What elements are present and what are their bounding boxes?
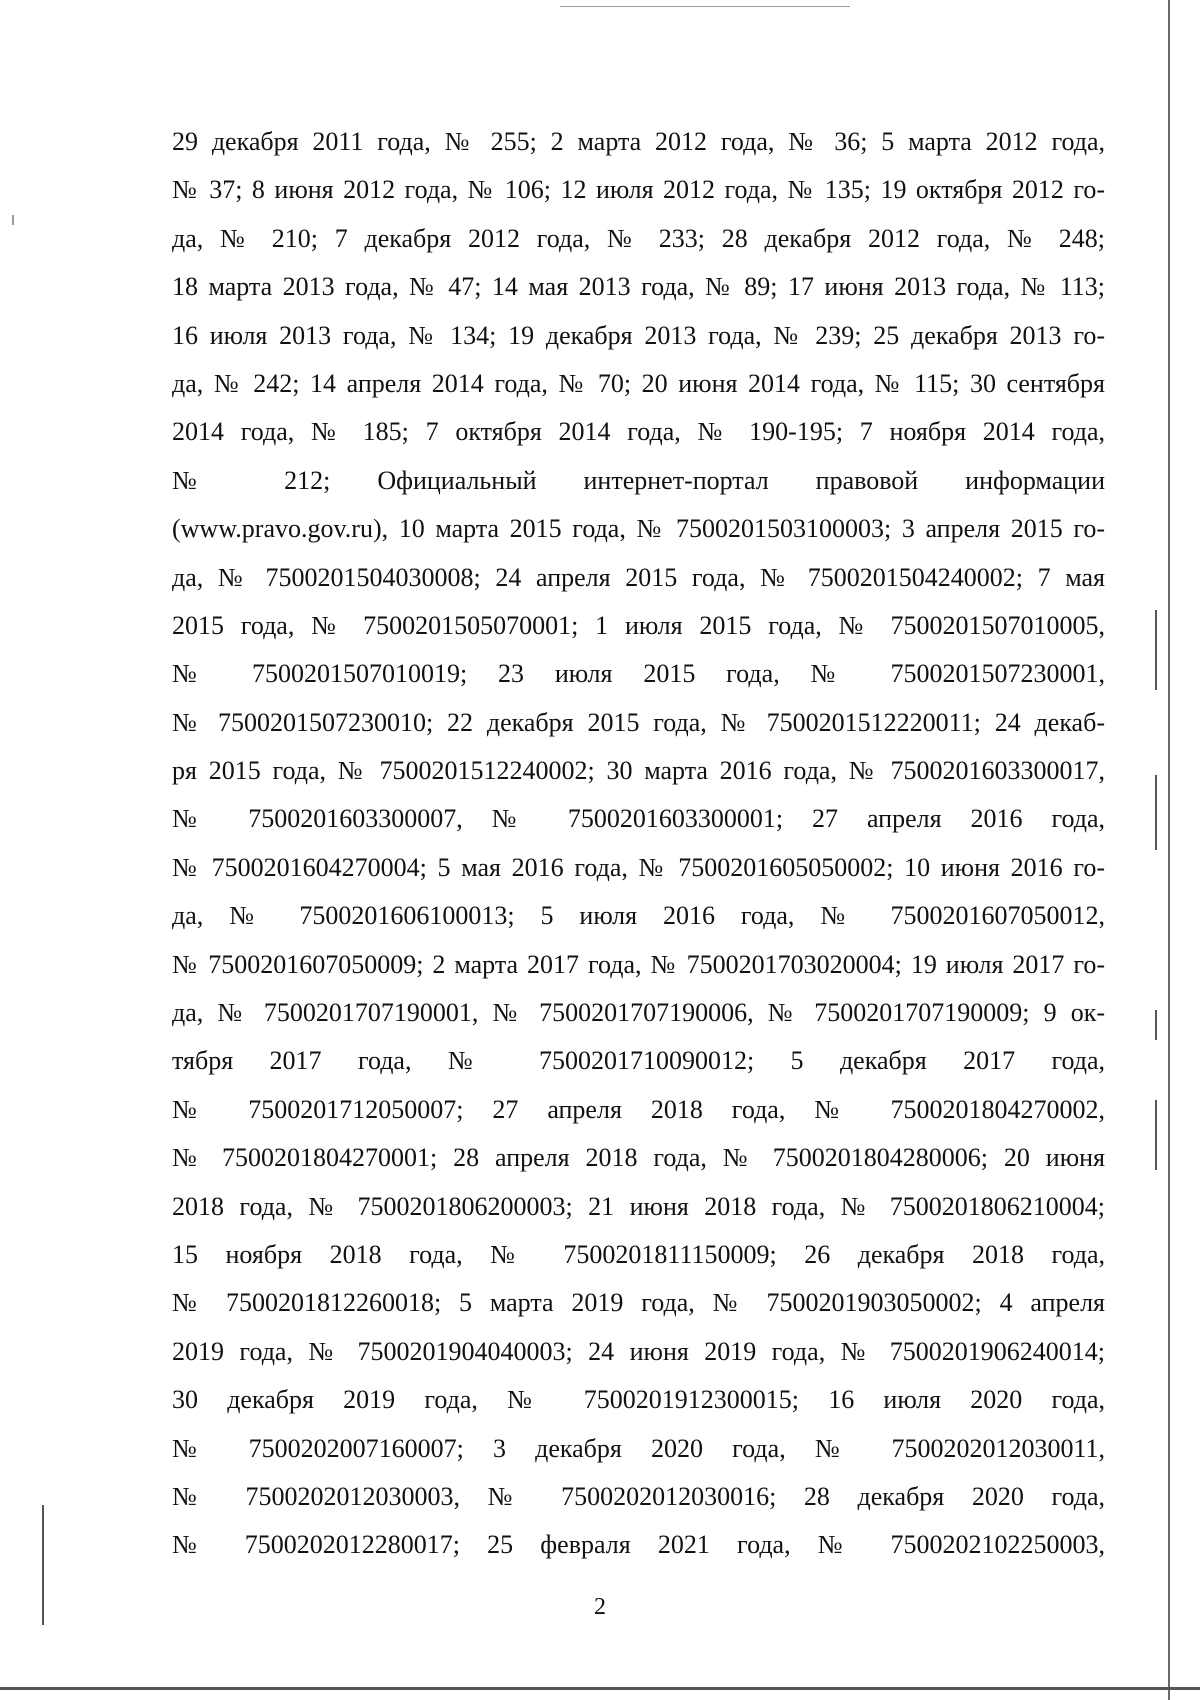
- scan-mark-right: [1155, 1100, 1157, 1170]
- text-line: № 37; 8 июня 2012 года, № 106; 12 июля 2012 года, № 135; 19 октября 2012 го-: [172, 175, 1105, 205]
- scan-mark-right: [1155, 775, 1157, 850]
- text-line: № 7500201607050009; 2 марта 2017 года, № 7500201703020004; 19 июля 2017 го-: [172, 949, 1105, 979]
- text-line: № 7500201507010019; 23 июля 2015 года, № 7500201507230001,: [172, 659, 1105, 689]
- page-number: 2: [594, 1594, 606, 1620]
- text-line: № 212; Официальный интернет-портал правовой информации: [172, 465, 1105, 495]
- scan-edge-top: [560, 6, 850, 7]
- text-line: № 7500201604270004; 5 мая 2016 года, № 7500201605050002; 10 июня 2016 го-: [172, 852, 1105, 882]
- scan-mark-right: [1155, 1010, 1157, 1040]
- scan-edge-bottom: [0, 1687, 1200, 1690]
- text-line: да, № 210; 7 декабря 2012 года, № 233; 28 декабря 2012 года, № 248;: [172, 223, 1105, 253]
- body-text: [172, 118, 1105, 1570]
- text-line: 16 июля 2013 года, № 134; 19 декабря 2013 года, № 239; 25 декабря 2013 го-: [172, 320, 1105, 350]
- scan-mark-left-small: [12, 215, 14, 225]
- text-line: (www.pravo.gov.ru), 10 марта 2015 года, № 7500201503100003; 3 апреля 2015 го-: [172, 514, 1105, 544]
- text-line: № 7500201603300007, № 7500201603300001; 27 апреля 2016 года,: [172, 804, 1105, 834]
- text-line: да, № 242; 14 апреля 2014 года, № 70; 20 июня 2014 года, № 115; 30 сентября: [172, 368, 1105, 398]
- text-line: да, № 7500201606100013; 5 июля 2016 года, № 7500201607050012,: [172, 901, 1105, 931]
- text-line: да, № 7500201504030008; 24 апреля 2015 года, № 7500201504240002; 7 мая: [172, 562, 1105, 592]
- text-line: № 7500201712050007; 27 апреля 2018 года, № 7500201804270002,: [172, 1094, 1105, 1124]
- text-line: № 7500201507230010; 22 декабря 2015 года, № 7500201512220011; 24 декаб-: [172, 707, 1105, 737]
- text-line: 18 марта 2013 года, № 47; 14 мая 2013 года, № 89; 17 июня 2013 года, № 113;: [172, 272, 1105, 302]
- text-line: тября 2017 года, № 7500201710090012; 5 декабря 2017 года,: [172, 1046, 1105, 1076]
- text-line: 2019 года, № 7500201904040003; 24 июня 2019 года, № 7500201906240014;: [172, 1336, 1105, 1366]
- text-line: № 7500202012030003, № 7500202012030016; 28 декабря 2020 года,: [172, 1481, 1105, 1511]
- text-line: ря 2015 года, № 7500201512240002; 30 марта 2016 года, № 7500201603300017,: [172, 756, 1105, 786]
- text-line: 29 декабря 2011 года, № 255; 2 марта 2012 года, № 36; 5 марта 2012 года,: [172, 127, 1105, 156]
- text-line: 15 ноября 2018 года, № 7500201811150009; 26 декабря 2018 года,: [172, 1239, 1105, 1269]
- text-line: № 7500202012280017; 25 февраля 2021 года, № 7500202102250003,: [172, 1530, 1105, 1560]
- text-line: 30 декабря 2019 года, № 7500201912300015; 16 июля 2020 года,: [172, 1385, 1105, 1415]
- text-line: да, № 7500201707190001, № 7500201707190006, № 7500201707190009; 9 ок-: [172, 998, 1105, 1028]
- text-line: 2018 года, № 7500201806200003; 21 июня 2018 года, № 7500201806210004;: [172, 1191, 1105, 1221]
- text-line: № 7500202007160007; 3 декабря 2020 года, № 7500202012030011,: [172, 1433, 1105, 1463]
- text-line: 2015 года, № 7500201505070001; 1 июля 2015 года, № 7500201507010005,: [172, 610, 1105, 640]
- text-line: № 7500201812260018; 5 марта 2019 года, № 7500201903050002; 4 апреля: [172, 1288, 1105, 1318]
- text-line: № 7500201804270001; 28 апреля 2018 года, № 7500201804280006; 20 июня: [172, 1143, 1105, 1173]
- scan-mark-right: [1155, 610, 1157, 690]
- text-line: 2014 года, № 185; 7 октября 2014 года, № 190-195; 7 ноября 2014 года,: [172, 417, 1105, 447]
- scan-edge-right: [1168, 0, 1170, 1700]
